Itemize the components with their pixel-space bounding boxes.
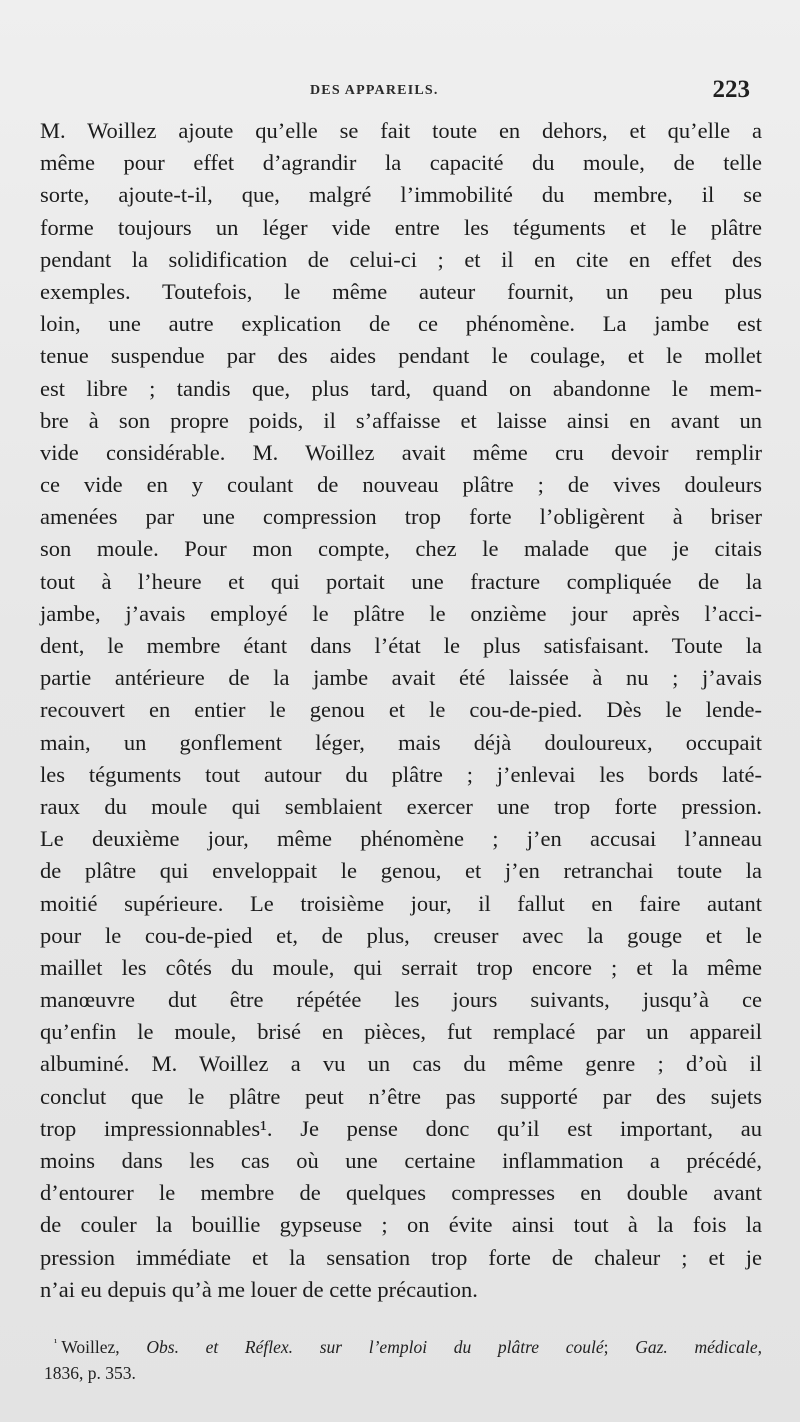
text-line: de couler la bouillie gypseuse ; on évite ainsi tout à la fois la: [40, 1212, 762, 1238]
text-line: ce vide en y coulant de nouveau plâtre ; de vives douleurs: [40, 472, 762, 498]
text-line: bre à son propre poids, il s’affaisse et laisse ainsi en avant un: [40, 407, 762, 433]
text-line: trop impressionnables¹. Je pense donc qu’il est important, au: [40, 1115, 762, 1141]
footnote-journal: Gaz. médicale,: [635, 1336, 763, 1357]
footnote-line: [44, 1330, 762, 1360]
footnote-mark: ¹: [54, 1337, 58, 1349]
text-line: maillet les côtés du moule, qui serrait trop encore ; et la même: [40, 954, 762, 980]
text-line: albuminé. M. Woillez a vu un cas du même genre ; d’où il: [40, 1051, 762, 1077]
text-line: est libre ; tandis que, plus tard, quand on abandonne le mem-: [40, 375, 762, 401]
footnote: [44, 1330, 762, 1386]
footnote-separator: ;: [603, 1336, 609, 1357]
text-line: tenue suspendue par des aides pendant le coulage, et le mollet: [40, 343, 762, 369]
text-line: pour le cou-de-pied et, de plus, creuser avec la gouge et le: [40, 922, 762, 948]
text-line: vide considérable. M. Woillez avait même cru devoir remplir: [40, 439, 762, 465]
text-line: les téguments tout autour du plâtre ; j’enlevai les bords laté-: [40, 761, 762, 787]
text-line: amenées par une compression trop forte l’obligèrent à briser: [40, 504, 762, 530]
text-line: n’ai eu depuis qu’à me louer de cette précaution.: [40, 1276, 478, 1302]
text-line: dent, le membre étant dans l’état le plus satisfaisant. Toute la: [40, 633, 762, 658]
text-line: son moule. Pour mon compte, chez le malade que je citais: [40, 536, 762, 562]
footnote-citation: 1836, p. 353.: [44, 1362, 136, 1383]
text-line: manœuvre dut être répétée les jours suivants, jusqu’à ce: [40, 987, 762, 1013]
text-line: Le deuxième jour, même phénomène ; j’en accusai l’anneau: [40, 826, 762, 852]
footnote-author: Woillez,: [61, 1336, 120, 1357]
text-line: pendant la solidification de celui-ci ; et il en cite en effet des: [40, 246, 762, 272]
text-line: jambe, j’avais employé le plâtre le onzième jour après l’acci-: [40, 600, 762, 626]
text-line: loin, une autre explication de ce phénomène. La jambe est: [40, 311, 762, 337]
text-line: recouvert en entier le genou et le cou-de-pied. Dès le lende-: [40, 697, 762, 723]
text-line: qu’enfin le moule, brisé en pièces, fut remplacé par un appareil: [40, 1019, 762, 1045]
text-line: forme toujours un léger vide entre les téguments et le plâtre: [40, 214, 762, 240]
running-head: DES APPAREILS.: [310, 83, 439, 98]
text-line: M. Woillez ajoute qu’elle se fait toute en dehors, et qu’elle a: [40, 118, 762, 143]
footnote-title: Obs. et Réflex. sur l’emploi du plâtre coulé: [146, 1336, 604, 1357]
body-text: [40, 115, 762, 1306]
text-line: d’entourer le membre de quelques compresses en double avant: [40, 1180, 762, 1206]
text-line: tout à l’heure et qui portait une fracture compliquée de la: [40, 568, 762, 594]
page-number: 223: [712, 76, 750, 103]
text-line: partie antérieure de la jambe avait été laissée à nu ; j’avais: [40, 665, 762, 691]
text-line: conclut que le plâtre peut n’être pas supporté par des sujets: [40, 1083, 762, 1109]
text-line: raux du moule qui semblaient exercer une trop forte pression.: [40, 793, 762, 819]
text-line: même pour effet d’agrandir la capacité du moule, de telle: [40, 150, 762, 176]
text-line: exemples. Toutefois, le même auteur fournit, un peu plus: [40, 278, 762, 304]
text-line: main, un gonflement léger, mais déjà douloureux, occupait: [40, 729, 762, 755]
text-line: moitié supérieure. Le troisième jour, il fallut en faire autant: [40, 890, 762, 916]
page-header: [46, 76, 750, 106]
text-line: moins dans les cas où une certaine inflammation a précédé,: [40, 1148, 762, 1173]
text-line: pression immédiate et la sensation trop forte de chaleur ; et je: [40, 1244, 762, 1270]
text-line: de plâtre qui enveloppait le genou, et j’en retranchai toute la: [40, 858, 762, 884]
text-line: sorte, ajoute-t-il, que, malgré l’immobilité du membre, il se: [40, 182, 762, 208]
